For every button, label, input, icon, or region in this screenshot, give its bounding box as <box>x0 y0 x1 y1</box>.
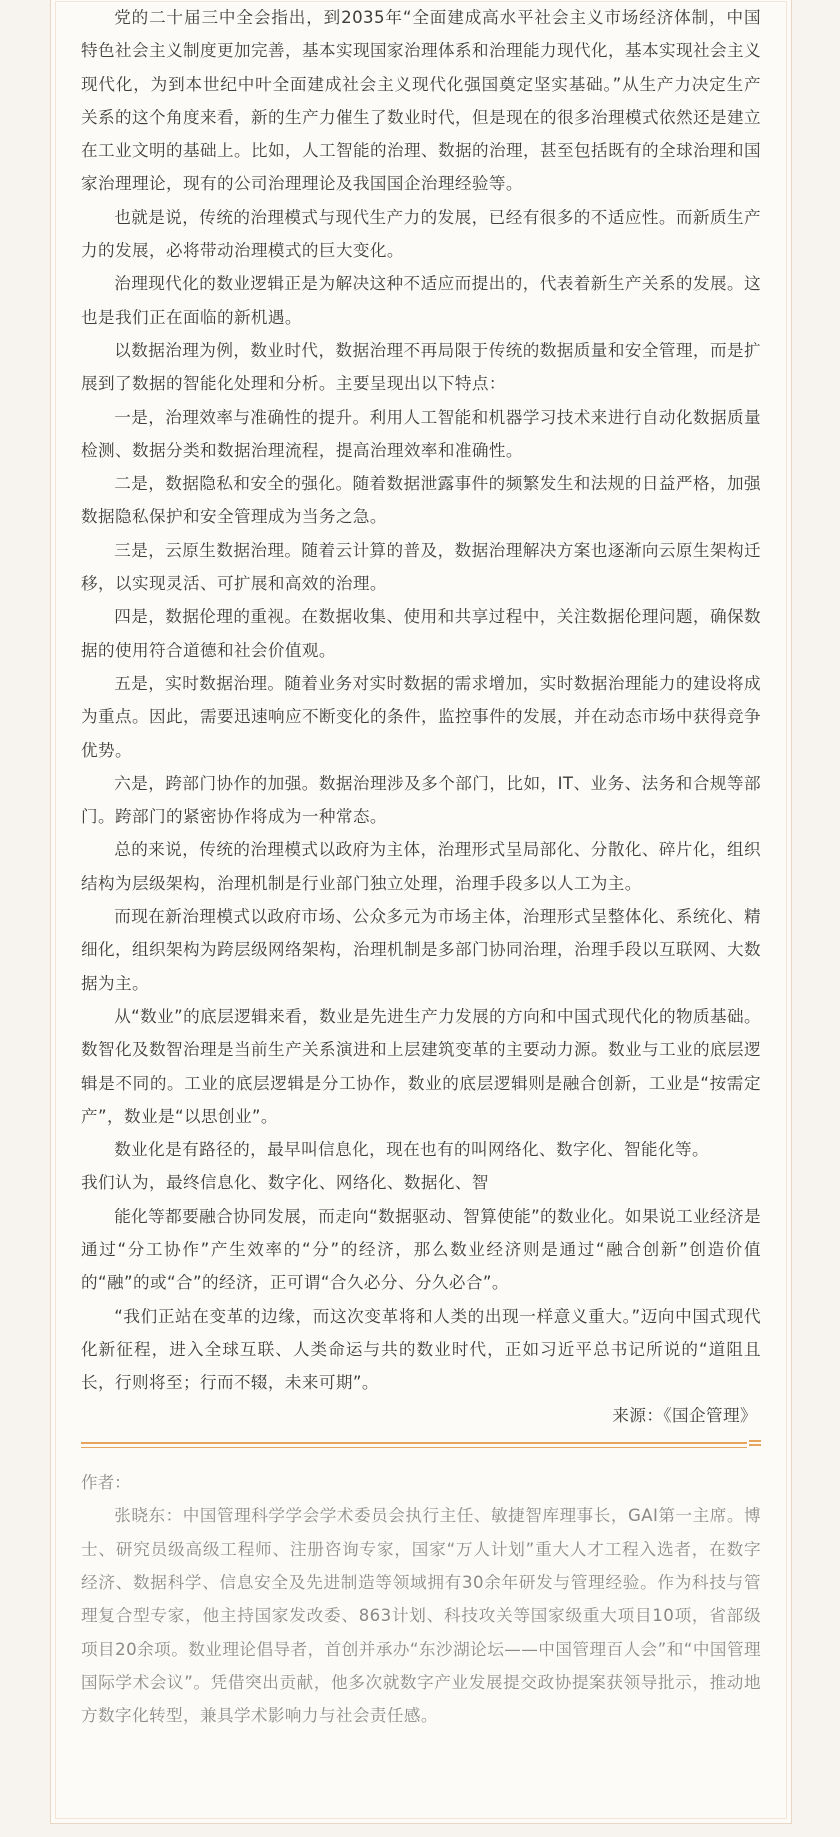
paragraph: 四是，数据伦理的重视。在数据收集、使用和共享过程中，关注数据伦理问题，确保数据的使用符合道德和社会价值观。 <box>81 607 761 660</box>
paragraph: 五是，实时数据治理。随着业务对实时数据的需求增加，实时数据治理能力的建设将成为重点。因此，需要迅速响应不断变化的条件，监控事件的发展，并在动态市场中获得竞争优势。 <box>81 673 761 760</box>
article-card <box>50 0 792 1824</box>
paragraph: 以数据治理为例，数业时代，数据治理不再局限于传统的数据质量和安全管理，而是扩展到了数据的智能化处理和分析。主要呈现出以下特点： <box>81 340 761 394</box>
paragraph: 能化等都要融合协同发展，而走向“数据驱动、智算使能”的数业化。如果说工业经济是通过“分工协作”产生效率的“分”的经济，那么数业经济则是通过“融合创新”创造价值的“融”的或“合”的经济，正可谓“合久必分、分久必合”。 <box>81 1206 761 1293</box>
paragraph: 三是，云原生数据治理。随着云计算的普及，数据治理解决方案也逐渐向云原生架构迁移，以实现灵活、可扩展和高效的治理。 <box>81 540 761 594</box>
paragraph: 我们认为，最终信息化、数字化、网络化、数据化、智 <box>81 1173 489 1193</box>
divider-ornament-icon <box>749 1440 761 1450</box>
paragraph: 数业化是有路径的，最早叫信息化，现在也有的叫网络化、数字化、智能化等。 <box>114 1140 709 1160</box>
paragraph: 而现在新治理模式以政府市场、公众多元为市场主体，治理形式呈整体化、系统化、精细化，组织架构为跨层级网络架构，治理机制是多部门协同治理，治理手段以互联网、大数据为主。 <box>81 907 761 993</box>
author-bio: 张晓东：中国管理科学学会学术委员会执行主任、敏捷智库理事长，GAI第一主席。博士、研究员级高级工程师、注册咨询专家，国家“万人计划”重大人才工程入选者，在数字经济、数据科学、信息安全及先进制造等领域拥有30余年研发与管理经验。作为科技与管理复合型专家，他主持国家发改委、863计划、科技攻关等国家级重大项目10项，省部级项目20余项。数业理论倡导者，首创并承办“东沙湖论坛——中国管理百人会”和“中国管理国际学术会议”。凭借突出贡献，他多次就数字产业发展提交政协提案获领导批示，推动地方数字化转型，兼具学术影响力与社会责任感。 <box>81 1506 761 1726</box>
paragraph: 从“数业”的底层逻辑来看，数业是先进生产力发展的方向和中国式现代化的物质基础。数智化及数智治理是当前生产关系演进和上层建筑变革的主要动力源。数业与工业的底层逻辑是不同的。工业的底层逻辑是分工协作，数业的底层逻辑则是融合创新，工业是“按需定产”，数业是“以思创业”。 <box>81 1006 761 1126</box>
paragraph: 总的来说，传统的治理模式以政府为主体，治理形式呈局部化、分散化、碎片化，组织结构为层级架构，治理机制是行业部门独立处理，治理手段多以人工为主。 <box>81 840 761 893</box>
author-heading: 作者： <box>81 1473 131 1493</box>
article-source: 来源：《国企管理》 <box>612 1406 757 1426</box>
paragraph: 一是，治理效率与准确性的提升。利用人工智能和机器学习技术来进行自动化数据质量检测、数据分类和数据治理流程，提高治理效率和准确性。 <box>81 407 761 460</box>
paragraph: 六是，跨部门协作的加强。数据治理涉及多个部门，比如，IT、业务、法务和合规等部门。跨部门的紧密协作将成为一种常态。 <box>81 773 761 827</box>
paragraph: 也就是说，传统的治理模式与现代生产力的发展，已经有很多的不适应性。而新质生产力的发展，必将带动治理模式的巨大变化。 <box>81 207 761 261</box>
paragraph: “我们正站在变革的边缘，而这次变革将和人类的出现一样意义重大。”迈向中国式现代化新征程，进入全球互联、人类命运与共的数业时代，正如习近平总书记所说的“道阻且长，行则将至；行而不辍，未来可期”。 <box>81 1306 761 1393</box>
paragraph: 党的二十届三中全会指出，到2035年“全面建成高水平社会主义市场经济体制，中国特色社会主义制度更加完善，基本实现国家治理体系和治理能力现代化，基本实现社会主义现代化，为到本世纪中叶全面建成社会主义现代化强国奠定坚实基础。”从生产力决定生产关系的这个角度来看，新的生产力催生了数业时代，但是现在的很多治理模式依然还是建立在工业文明的基础上。比如，人工智能的治理、数据的治理，甚至包括既有的全球治理和国家治理理论，现有的公司治理理论及我国国企治理经验等。 <box>81 8 761 194</box>
paragraph: 治理现代化的数业逻辑正是为解决这种不适应而提出的，代表着新生产关系的发展。这也是我们正在面临的新机遇。 <box>81 274 761 327</box>
paragraph: 二是，数据隐私和安全的强化。随着数据泄露事件的频繁发生和法规的日益严格，加强数据隐私保护和安全管理成为当务之急。 <box>81 474 761 527</box>
section-divider <box>81 1440 761 1452</box>
article-content <box>81 1 761 1733</box>
